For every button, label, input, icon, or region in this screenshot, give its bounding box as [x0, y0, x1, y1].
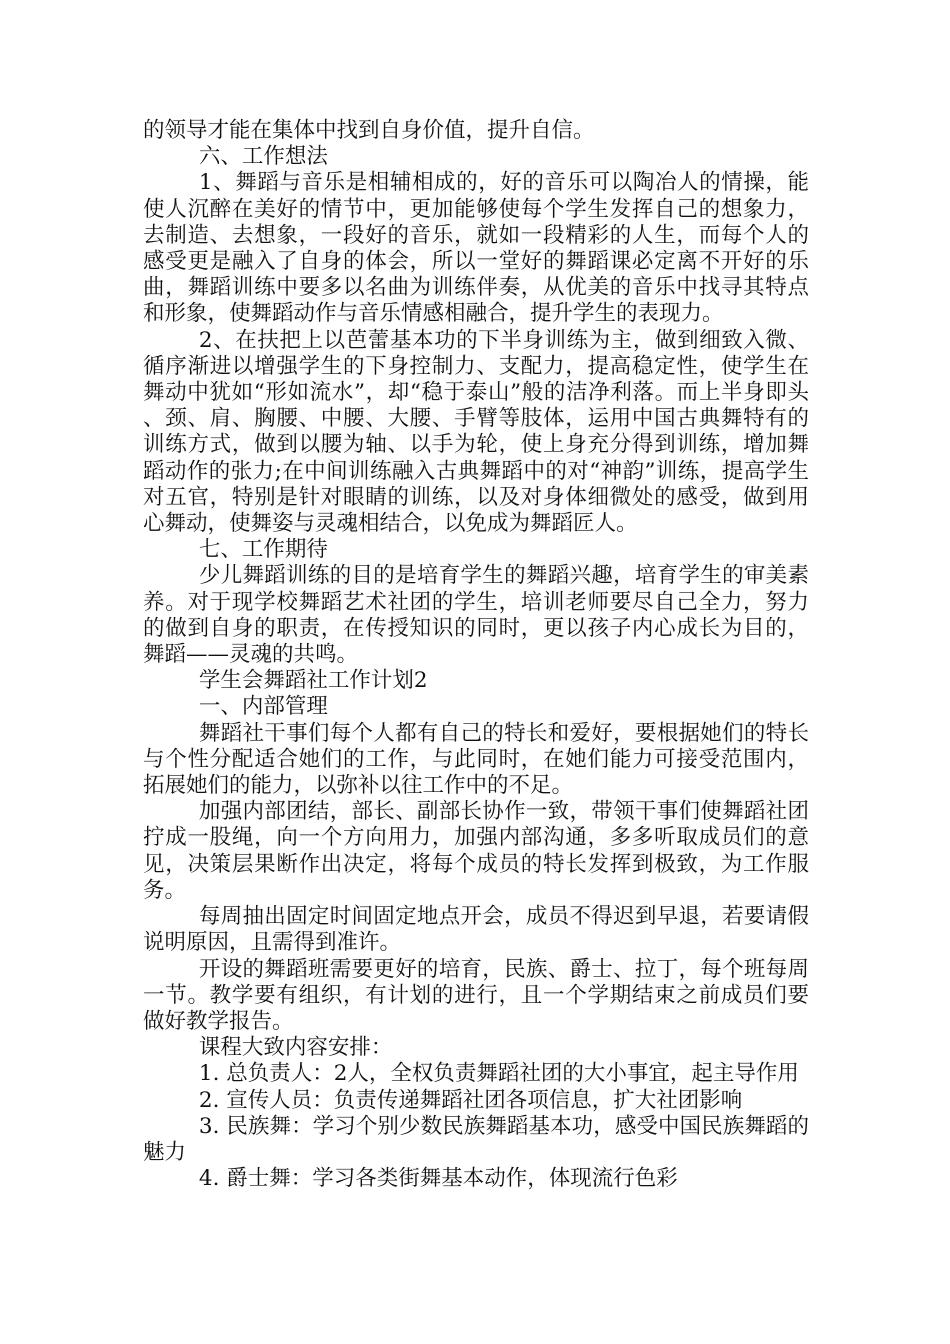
section-heading-work-ideas: 六、工作想法 [198, 144, 328, 170]
section-heading-internal-management: 一、内部管理 [198, 694, 328, 720]
list-item-4: 4. 爵士舞：学习各类街舞基本动作，体现流行色彩 [198, 1166, 678, 1192]
paragraph-meetings: 每周抽出固定时间固定地点开会，成员不得迟到早退，若要请假说明原因，且需得到准许。 [143, 904, 809, 956]
paragraph-continuation: 的领导才能在集体中找到自身价值，提升自信。 [143, 118, 595, 143]
list-item-1: 1. 总负责人：2人，全权负责舞蹈社团的大小事宜，起主导作用 [198, 1061, 799, 1087]
paragraph-classes: 开设的舞蹈班需要更好的培育，民族、爵士、拉丁，每个班每周一节。教学要有组织，有计划的进行，且一个学期结束之前成员们要做好教学报告。 [143, 956, 809, 1034]
paragraph-course-heading: 课程大致内容安排： [198, 1035, 393, 1061]
list-item-2: 2. 宣传人员：负责传递舞蹈社团各项信息，扩大社团影响 [198, 1087, 743, 1113]
section-heading-work-expectation: 七、工作期待 [198, 537, 328, 563]
document-page [143, 118, 809, 1192]
list-item-3: 3. 民族舞：学习个别少数民族舞蹈基本功，感受中国民族舞蹈的魅力 [143, 1113, 809, 1165]
paragraph-unity: 加强内部团结，部长、副部长协作一致，带领干事们使舞蹈社团拧成一股绳，向一个方向用力，加强内部沟通，多多听取成员们的意见，决策层果断作出决定，将每个成员的特长发挥到极致，为工作服务。 [143, 799, 809, 903]
document-subtitle-plan-2: 学生会舞蹈社工作计划2 [198, 668, 428, 694]
paragraph-idea-1: 1、舞蹈与音乐是相辅相成的，好的音乐可以陶冶人的情操，能使人沉醉在美好的情节中，更加能够使每个学生发挥自己的想象力，去制造、去想象，一段好的音乐，就如一段精彩的人生，而每个人的感受更是融入了自身的体会，所以一堂好的舞蹈课必定离不开好的乐曲，舞蹈训练中要多以名曲为训练伴奏，从优美的音乐中找寻其特点和形象，使舞蹈动作与音乐情感相融合，提升学生的表现力。 [143, 170, 809, 327]
paragraph-expectation: 少儿舞蹈训练的目的是培育学生的舞蹈兴趣，培育学生的审美素养。对于现学校舞蹈艺术社团的学生，培训老师要尽自己全力，努力的做到自身的职责，在传授知识的同时，更以孩子内心成长为目的，舞蹈——灵魂的共鸣。 [143, 563, 809, 668]
paragraph-members: 舞蹈社干事们每个人都有自己的特长和爱好，要根据她们的特长与个性分配适合她们的工作，与此同时，在她们能力可接受范围内，拓展她们的能力，以弥补以往工作中的不足。 [143, 720, 809, 799]
paragraph-idea-2: 2、在扶把上以芭蕾基本功的下半身训练为主，做到细致入微、循序渐进以增强学生的下身控制力、支配力，提高稳定性，使学生在舞动中犹如“形如流水”，却“稳于泰山”般的洁净利落。而上半身即头、颈、肩、胸腰、中腰、大腰、手臂等肢体，运用中国古典舞特有的训练方式，做到以腰为轴、以手为轮，使上身充分得到训练，增加舞蹈动作的张力;在中间训练融入古典舞蹈中的对“神韵”训练，提高学生对五官，特别是针对眼睛的训练，以及对身体细微处的感受，做到用心舞动，使舞姿与灵魂相结合，以免成为舞蹈匠人。 [143, 327, 809, 537]
